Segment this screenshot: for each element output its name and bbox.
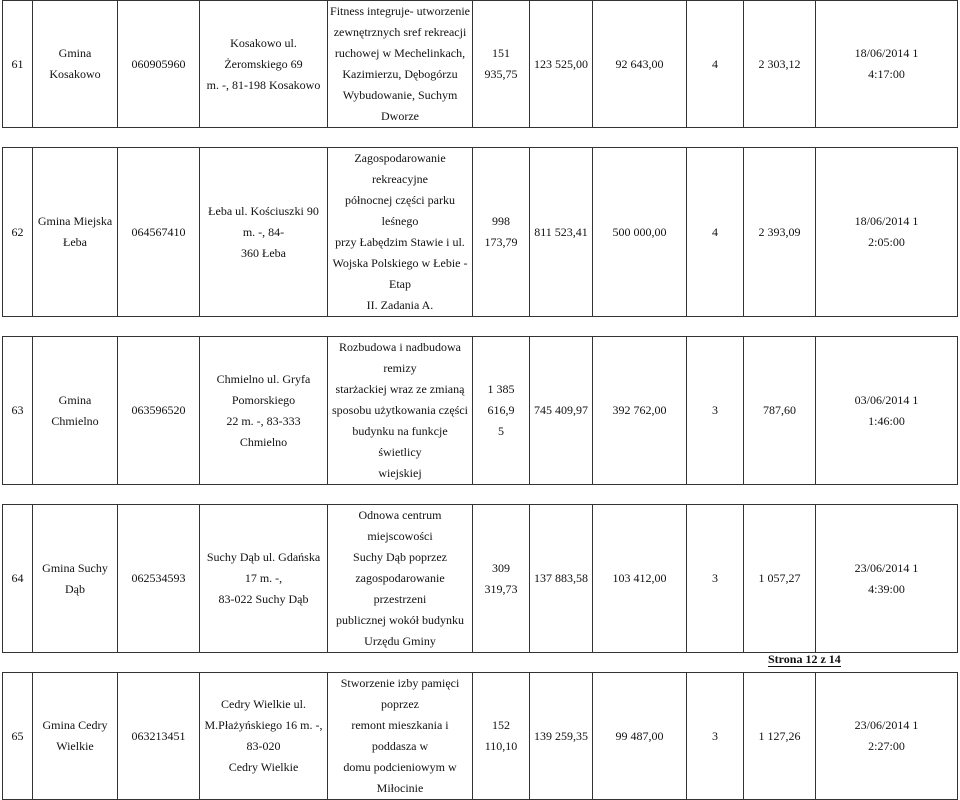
submission-date-line: 4:17:00	[868, 67, 905, 81]
grant-amount: 92 643,00	[615, 56, 664, 71]
eligible-cost-cell	[530, 148, 593, 317]
project-title-line: Wojska Polskiego w Łebie - Etap	[332, 256, 468, 291]
score-points: 4	[712, 56, 718, 71]
row-number-cell	[3, 148, 33, 317]
row-number-cell	[3, 673, 33, 800]
eligible-cost-cell	[530, 505, 593, 653]
row-number-cell	[3, 1, 33, 128]
project-title-line: II. Zadania A.	[366, 298, 434, 312]
beneficiary-name-cell	[33, 1, 118, 128]
submission-date-line: 4:39:00	[868, 581, 905, 596]
project-title-line: Urzędu Gminy	[364, 634, 436, 648]
project-title-line: starżackiej wraz ze zmianą	[335, 382, 465, 396]
beneficiary-name-line: Dąb	[65, 581, 85, 596]
score-points-cell	[687, 148, 744, 317]
row-number-cell	[3, 505, 33, 653]
project-title-cell	[328, 148, 473, 317]
row-spacer	[3, 317, 958, 337]
footer-underline	[768, 666, 841, 667]
eligible-cost-cell	[530, 337, 593, 485]
score-value: 1 057,27	[758, 571, 801, 585]
score-value-cell	[744, 505, 816, 653]
grant-amount: 500 000,00	[612, 224, 667, 239]
beneficiary-name-cell	[33, 673, 118, 800]
project-title-line: Kazimierzu, Dębogórzu	[342, 67, 458, 81]
beneficiary-address-line: M.Płażyńskiego 16 m. -, 83-020	[204, 718, 323, 753]
total-cost-cell	[473, 148, 530, 317]
project-title-line: Zagospodarowanie rekreacyjne	[354, 151, 446, 186]
beneficiary-name-cell	[33, 148, 118, 317]
submission-date-line: 18/06/2014 1	[854, 46, 919, 60]
beneficiary-address-line: Suchy Dąb ul. Gdańska 17 m. -,	[206, 550, 321, 585]
score-points: 3	[712, 728, 718, 743]
beneficiary-name-line: Gmina	[58, 392, 92, 407]
submission-date-line: 18/06/2014 1	[854, 214, 919, 228]
beneficiary-address-cell	[200, 337, 328, 485]
submission-date-line: 2:27:00	[868, 739, 905, 753]
project-title-line: Rozbudowa i nadbudowa remizy	[339, 340, 461, 375]
project-title-line: wiejskiej	[378, 466, 422, 480]
beneficiary-address-line: Kosakowo ul. Żeromskiego 69	[224, 35, 303, 71]
beneficiary-name-line: Gmina Cedry	[42, 718, 108, 732]
beneficiary-address-line: Cedry Wielkie	[228, 760, 299, 774]
submission-date-line: 1:46:00	[868, 413, 905, 428]
regon-number: 064567410	[131, 224, 186, 239]
beneficiary-address-cell	[200, 1, 328, 128]
project-title-line: Fitness integruje- utworzenie	[330, 4, 470, 18]
beneficiary-name-line: Chmielno	[51, 413, 99, 428]
eligible-cost-cell	[530, 673, 593, 800]
table-row	[3, 673, 958, 800]
row-number: 64	[11, 571, 24, 585]
project-title-line: Stworzenie izby pamięci poprzez	[340, 676, 460, 711]
project-title-cell	[328, 337, 473, 485]
score-value: 1 127,26	[758, 728, 801, 743]
score-value: 2 303,12	[758, 56, 801, 71]
submission-date-cell	[816, 673, 958, 800]
score-points: 4	[712, 224, 718, 239]
row-spacer-cell	[3, 317, 958, 337]
project-title-line: Suchy Dąb poprzez	[353, 550, 447, 564]
beneficiary-name-line: Wielkie	[56, 739, 94, 753]
beneficiary-address-line: Cedry Wielkie ul.	[221, 697, 306, 711]
score-points-cell	[687, 505, 744, 653]
table-row	[3, 337, 958, 485]
score-value-cell	[744, 673, 816, 800]
beneficiary-address-cell	[200, 148, 328, 317]
row-number: 65	[11, 728, 24, 743]
project-title-line: Miłocinie	[376, 781, 424, 795]
total-cost-cell	[473, 505, 530, 653]
row-number: 61	[11, 56, 24, 71]
score-value: 2 393,09	[758, 224, 801, 239]
total-cost-cell	[473, 337, 530, 485]
project-title-cell	[328, 1, 473, 128]
eligible-cost-cell	[530, 1, 593, 128]
regon-number-cell	[118, 673, 200, 800]
beneficiary-address-cell	[200, 673, 328, 800]
score-value: 787,60	[763, 403, 796, 417]
project-title-line: Odnowa centrum miejscowości	[358, 508, 442, 543]
regon-number-cell	[118, 1, 200, 128]
project-title-line: Wybudowanie, Suchym Dworze	[342, 88, 458, 123]
score-value-cell	[744, 148, 816, 317]
submission-date-line: 23/06/2014 1	[854, 718, 919, 732]
project-title-line: północnej części parku leśnego	[345, 193, 455, 228]
beneficiary-address-line: m. -, 81-198 Kosakowo	[206, 77, 321, 92]
page-footer	[768, 652, 841, 666]
total-cost-line: 5	[498, 424, 504, 438]
regon-number: 060905960	[131, 56, 186, 71]
row-spacer	[3, 485, 958, 505]
eligible-cost: 811 523,41	[534, 224, 588, 239]
total-cost-line: 152 110,10	[484, 718, 518, 753]
score-points: 3	[712, 403, 718, 417]
score-points-cell	[687, 337, 744, 485]
project-title-line: publicznej wokół budynku	[336, 613, 464, 627]
project-title-line: ruchowej w Mechelinkach,	[334, 46, 466, 60]
regon-number-cell	[118, 337, 200, 485]
grant-amount-cell	[593, 505, 687, 653]
score-points-cell	[687, 673, 744, 800]
total-cost-line: 1 385 616,9	[487, 382, 515, 417]
table-row	[3, 1, 958, 128]
submission-date-line: 2:05:00	[868, 235, 905, 249]
beneficiary-name-cell	[33, 337, 118, 485]
beneficiary-address-line: 360 Łeba	[241, 245, 286, 260]
total-cost-line: 309 319,73	[484, 560, 518, 596]
grant-amount: 99 487,00	[615, 728, 664, 743]
grant-amount-cell	[593, 1, 687, 128]
score-value-cell	[744, 337, 816, 485]
beneficiary-name-line: Gmina Miejska	[37, 214, 113, 228]
grant-amount: 103 412,00	[612, 571, 667, 585]
grant-amount-cell	[593, 337, 687, 485]
beneficiary-name-line: Gmina	[58, 46, 92, 60]
beneficiary-address-line: 22 m. -, 83-333 Chmielno	[226, 413, 301, 449]
row-spacer	[3, 128, 958, 148]
submission-date-line: 03/06/2014 1	[854, 392, 919, 407]
eligible-cost: 745 409,97	[534, 403, 588, 417]
grant-amount-cell	[593, 148, 687, 317]
beneficiary-name-line: Kosakowo	[49, 67, 101, 81]
regon-number-cell	[118, 505, 200, 653]
score-value-cell	[744, 1, 816, 128]
project-title-line: sposobu użytkowania części	[332, 403, 468, 417]
table-body	[3, 1, 958, 800]
eligible-cost: 123 525,00	[534, 56, 588, 71]
submission-date-line: 23/06/2014 1	[854, 560, 919, 575]
regon-number: 063596520	[131, 403, 186, 417]
beneficiary-name-cell	[33, 505, 118, 653]
grant-amount: 392 762,00	[612, 403, 667, 417]
table-row	[3, 148, 958, 317]
row-number-cell	[3, 337, 33, 485]
regon-number-cell	[118, 148, 200, 317]
beneficiary-address-cell	[200, 505, 328, 653]
table-row	[3, 505, 958, 653]
project-title-line: budynku na funkcje świetlicy	[352, 424, 448, 459]
total-cost-line: 151 935,75	[484, 46, 518, 81]
total-cost-cell	[473, 673, 530, 800]
beneficiary-name-line: Gmina Suchy	[42, 560, 108, 575]
project-title-cell	[328, 673, 473, 800]
regon-number: 062534593	[131, 571, 186, 585]
beneficiary-address-line: Łeba ul. Kościuszki 90 m. -, 84-	[208, 203, 319, 239]
submission-date-cell	[816, 148, 958, 317]
project-title-line: zagospodarowanie przestrzeni	[355, 571, 445, 606]
score-points-cell	[687, 1, 744, 128]
regon-number: 063213451	[131, 728, 186, 743]
eligible-cost: 137 883,58	[534, 571, 588, 585]
grant-amount-cell	[593, 673, 687, 800]
project-title-line: przy Łabędzim Stawie i ul.	[335, 235, 465, 249]
project-title-line: domu podcieniowym w	[343, 760, 457, 774]
submission-date-cell	[816, 505, 958, 653]
submission-date-cell	[816, 1, 958, 128]
row-number: 62	[11, 224, 24, 239]
page-number: Strona 12 z 14	[768, 652, 841, 666]
project-title-line: remont mieszkania i poddasza w	[351, 718, 449, 753]
beneficiary-address-line: 83-022 Suchy Dąb	[218, 592, 309, 606]
beneficiary-address-line: Chmielno ul. Gryfa Pomorskiego	[216, 371, 311, 407]
row-number: 63	[11, 403, 24, 417]
beneficiary-name-line: Łeba	[63, 235, 87, 249]
grants-table	[2, 0, 958, 800]
eligible-cost: 139 259,35	[534, 728, 588, 743]
total-cost-line: 998 173,79	[484, 214, 518, 249]
row-spacer-cell	[3, 485, 958, 505]
project-title-line: zewnętrznych sref rekreacji	[333, 25, 467, 39]
row-spacer-cell	[3, 128, 958, 148]
total-cost-cell	[473, 1, 530, 128]
project-title-cell	[328, 505, 473, 653]
score-points: 3	[712, 571, 718, 585]
submission-date-cell	[816, 337, 958, 485]
